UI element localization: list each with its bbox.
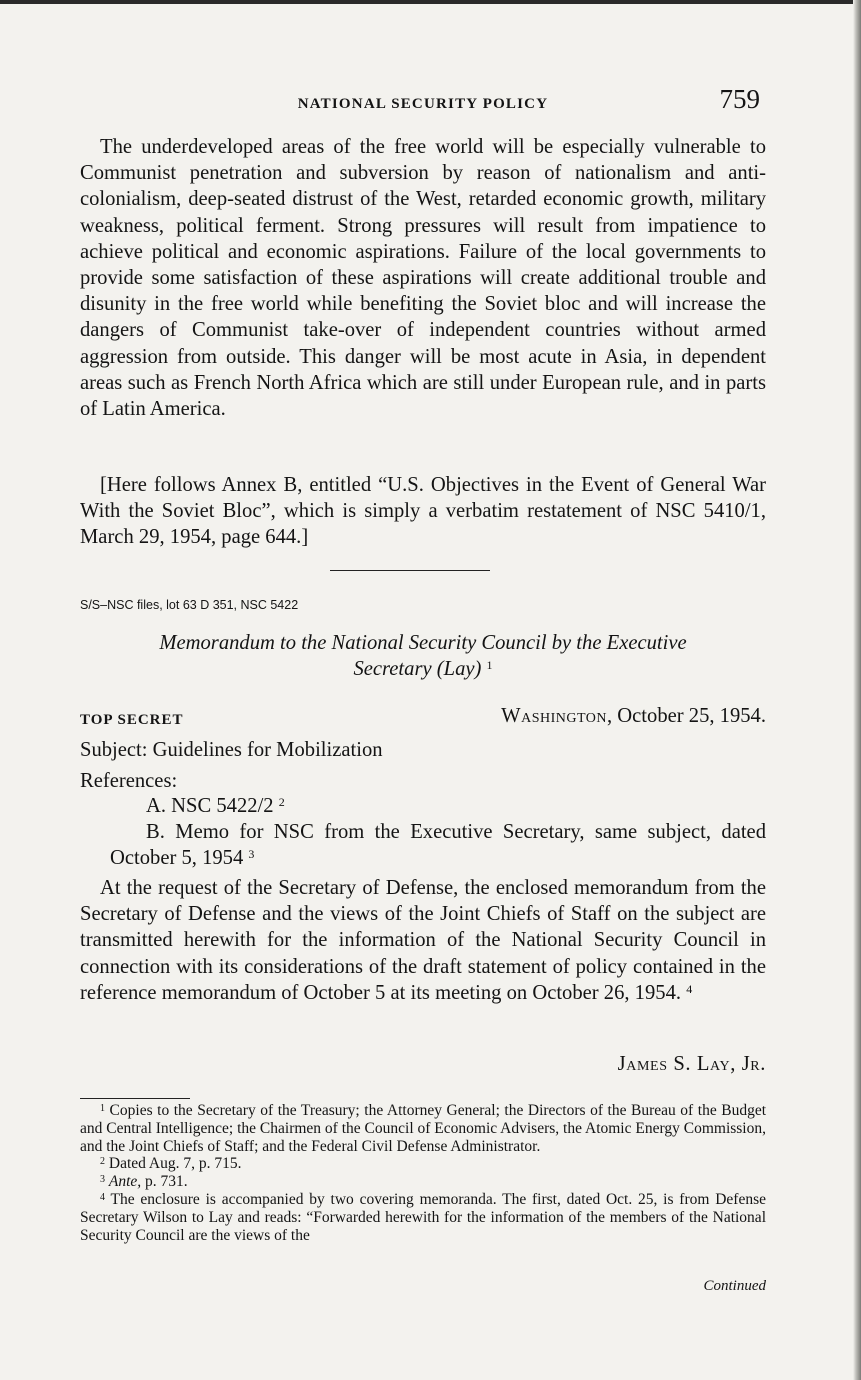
footnote-3 xyxy=(80,1173,766,1191)
signature: James S. Lay, Jr. xyxy=(617,1053,766,1075)
footnote-italic: Ante, xyxy=(108,1173,142,1191)
paragraph-text: [Here follows Annex B, entitled “U.S. Objectives in the Event of General War With the Soviet Bloc”, which is simply a verbatim restatement of NSC 5410/1, March 29, 1954, page 644.] xyxy=(80,474,766,549)
memo-title xyxy=(80,630,766,682)
classification-label: TOP SECRET xyxy=(80,712,184,728)
paragraph-text xyxy=(80,875,766,1006)
page-right-edge xyxy=(853,0,861,1380)
footnote-1 xyxy=(80,1102,766,1155)
page-number: 759 xyxy=(719,84,760,114)
reference-a xyxy=(146,793,285,819)
memo-title-line-1: Memorandum to the National Security Council by the Executive xyxy=(159,632,687,654)
footnote-marker: 1 xyxy=(100,1103,105,1114)
footnote-ref-4[interactable]: 4 xyxy=(686,981,693,996)
continued-label: Continued xyxy=(703,1278,766,1294)
footnote-ref-1[interactable]: 1 xyxy=(486,658,493,672)
reference-b-text: B. Memo for NSC from the Executive Secretary, same subject, dated October 5, 1954 xyxy=(110,821,766,870)
footnote-text: Dated Aug. 7, p. 715. xyxy=(108,1155,242,1173)
footnote-divider xyxy=(80,1098,190,1099)
footnotes xyxy=(80,1102,766,1244)
footnote-text: p. 731. xyxy=(141,1173,188,1191)
footnote-ref-3[interactable]: 3 xyxy=(248,847,255,862)
footnote-ref-2[interactable]: 2 xyxy=(278,795,285,809)
footnote-text: The enclosure is accompanied by two covering memoranda. The first, dated Oct. 25, is from Defense Secretary Wilson to Lay and reads: “Forwarded herewith for the information of the members of the National Security Council are the views of the xyxy=(80,1190,766,1244)
footnote-marker: 4 xyxy=(100,1191,105,1203)
dateline xyxy=(501,705,766,728)
paragraph-3-text: At the request of the Secretary of Defense, the enclosed memorandum from the Secretary of Defense and the views of the Joint Chiefs of Staff on the subject are transmitted herewith for the information of the National Security Council in connection with its considerations of the draft statement of policy contained in the reference memorandum of October 5 at its meeting on October 26, 1954. xyxy=(80,877,766,1004)
reference-b xyxy=(110,819,766,871)
paragraph-text: The underdeveloped areas of the free world will be especially vulnerable to Communist penetration and subversion by reason of nationalism and anti-colonialism, deep-seated distrust of the West, retarded economic growth, military weakness, political ferment. Strong pressures will result from impatience to achieve political and economic aspirations. Failure of the local governments to provide some satisfaction of these aspirations will create additional trouble and disunity in the free world while benefiting the Soviet bloc and will increase the dangers of Communist take-over of independent countries without armed aggression from outside. This danger will be most acute in Asia, in dependent areas such as French North Africa which are still under European rule, and in parts of Latin America. xyxy=(80,136,766,421)
footnote-marker: 2 xyxy=(100,1156,105,1168)
memo-title-line-2: Secretary (Lay) xyxy=(353,658,482,680)
page-top-edge xyxy=(0,0,861,4)
dateline-date: , October 25, 1954. xyxy=(607,705,766,727)
footnote-marker: 3 xyxy=(100,1174,105,1186)
page-header xyxy=(80,84,766,124)
body-paragraph-1 xyxy=(80,134,766,422)
footnote-2 xyxy=(80,1155,766,1173)
footnote-4 xyxy=(80,1191,766,1244)
section-divider xyxy=(330,570,490,571)
source-note: S/S–NSC files, lot 63 D 351, NSC 5422 xyxy=(80,598,299,612)
subject-line: Subject: Guidelines for Mobilization xyxy=(80,739,383,761)
running-head: NATIONAL SECURITY POLICY xyxy=(297,96,549,112)
body-paragraph-2 xyxy=(80,472,766,551)
footnote-text: Copies to the Secretary of the Treasury; the Attorney General; the Directors of the Bureau of the Budget and Central Intelligence; the Chairmen of the Council of Economic Advisers, the Atomic Energy Commission, and the Joint Chiefs of Staff; and the Federal Civil Defense Administrator. xyxy=(80,1102,767,1155)
dateline-place: Washington xyxy=(501,705,607,727)
references-label: References: xyxy=(80,770,178,792)
reference-a-text: A. NSC 5422/2 xyxy=(146,795,274,817)
body-paragraph-3 xyxy=(80,875,766,1006)
